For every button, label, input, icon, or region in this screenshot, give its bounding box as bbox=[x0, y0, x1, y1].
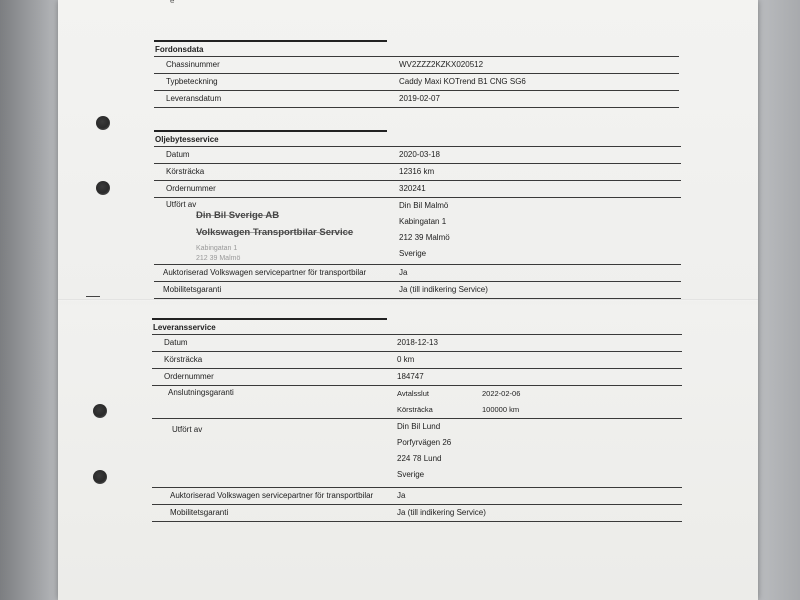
performed-by-row bbox=[154, 198, 681, 265]
leveransservice-section bbox=[152, 318, 682, 522]
section-title: Fordonsdata bbox=[155, 45, 204, 54]
field-value: 320241 bbox=[399, 184, 426, 193]
punch-hole bbox=[93, 404, 107, 418]
address-line: 224 78 Lund bbox=[397, 454, 442, 463]
field-value: WV2ZZZ2KZKX020512 bbox=[399, 60, 484, 69]
field-label: Datum bbox=[164, 338, 188, 347]
address-line: Porfyrvägen 26 bbox=[397, 438, 452, 447]
stamp-line: 212 39 Malmö bbox=[196, 255, 241, 262]
table-row bbox=[154, 74, 679, 91]
warranty-key: Körsträcka bbox=[397, 405, 433, 414]
stamp-line: Kabingatan 1 bbox=[196, 245, 238, 252]
section-title: Leveransservice bbox=[153, 323, 216, 332]
table-row bbox=[152, 334, 682, 352]
field-label: Mobilitetsgaranti bbox=[163, 285, 222, 294]
oljebytesservice-section bbox=[154, 130, 681, 299]
field-label: Datum bbox=[166, 150, 190, 159]
field-label: Ordernummer bbox=[164, 372, 214, 381]
table-row bbox=[154, 91, 679, 108]
field-value: 184747 bbox=[397, 372, 424, 381]
field-value: Ja (till indikering Service) bbox=[397, 508, 486, 517]
performed-by-row bbox=[152, 419, 682, 487]
table-row bbox=[154, 265, 681, 282]
warranty-key: Avtalsslut bbox=[397, 389, 429, 398]
field-label: Ordernummer bbox=[166, 184, 216, 193]
table-row bbox=[154, 164, 681, 181]
dealer-stamp bbox=[196, 208, 353, 264]
table-row bbox=[152, 352, 682, 369]
field-label: Auktoriserad Volkswagen servicepartner för transportbilar bbox=[170, 491, 374, 500]
address-line: Sverige bbox=[399, 249, 427, 258]
table-row bbox=[154, 282, 681, 299]
field-label: Typbeteckning bbox=[166, 77, 218, 86]
field-label: Auktoriserad Volkswagen servicepartner för transportbilar bbox=[163, 268, 367, 277]
field-label: Utfört av bbox=[166, 200, 197, 209]
section-rule bbox=[152, 318, 387, 320]
warranty-line bbox=[397, 386, 597, 402]
warranty-line bbox=[397, 402, 597, 418]
field-label: Körsträcka bbox=[164, 355, 203, 364]
punch-hole bbox=[96, 181, 110, 195]
section-title: Oljebytesservice bbox=[155, 135, 219, 144]
field-label: Körsträcka bbox=[166, 167, 205, 176]
warranty-block bbox=[397, 386, 597, 418]
table-row bbox=[152, 505, 682, 522]
warranty-value: 100000 km bbox=[482, 405, 520, 414]
field-value: Ja (till indikering Service) bbox=[399, 285, 488, 294]
address-line: Kabingatan 1 bbox=[399, 217, 447, 226]
field-value: 2019-02-07 bbox=[399, 94, 440, 103]
table-row bbox=[152, 487, 682, 505]
field-value: 2020-03-18 bbox=[399, 150, 440, 159]
address-line: Sverige bbox=[397, 470, 425, 479]
address-line: Din Bil Lund bbox=[397, 422, 441, 431]
address-block bbox=[397, 419, 451, 483]
address-line: Din Bil Malmö bbox=[399, 201, 449, 210]
field-label: Mobilitetsgaranti bbox=[170, 508, 229, 517]
address-block bbox=[399, 198, 450, 262]
cut-off-text: e bbox=[170, 0, 175, 5]
section-rule bbox=[154, 40, 387, 42]
warranty-value: 2022-02-06 bbox=[482, 389, 521, 398]
table-row bbox=[154, 56, 679, 74]
field-value: Ja bbox=[399, 268, 408, 277]
field-label: Leveransdatum bbox=[166, 94, 222, 103]
address-line: 212 39 Malmö bbox=[399, 233, 450, 242]
field-value: 12316 km bbox=[399, 167, 435, 176]
field-value: Ja bbox=[397, 491, 406, 500]
table-row bbox=[154, 146, 681, 164]
paper-fold bbox=[58, 299, 758, 301]
section-rule bbox=[154, 130, 387, 132]
fold-mark bbox=[86, 296, 100, 297]
connection-warranty-row bbox=[152, 386, 682, 419]
field-value: 2018-12-13 bbox=[397, 338, 438, 347]
stamp-line: Din Bil Sverige AB bbox=[196, 210, 280, 221]
fordonsdata-section bbox=[154, 40, 679, 108]
field-label: Utfört av bbox=[172, 425, 203, 434]
field-label: Chassinummer bbox=[166, 60, 220, 69]
field-value: 0 km bbox=[397, 355, 415, 364]
field-label: Anslutningsgaranti bbox=[168, 388, 234, 397]
field-value: Caddy Maxi KOTrend B1 CNG SG6 bbox=[399, 77, 526, 86]
stamp-line: Volkswagen Transportbilar Service bbox=[196, 227, 354, 238]
table-row bbox=[152, 369, 682, 386]
punch-hole bbox=[93, 470, 107, 484]
punch-hole bbox=[96, 116, 110, 130]
table-row bbox=[154, 181, 681, 198]
